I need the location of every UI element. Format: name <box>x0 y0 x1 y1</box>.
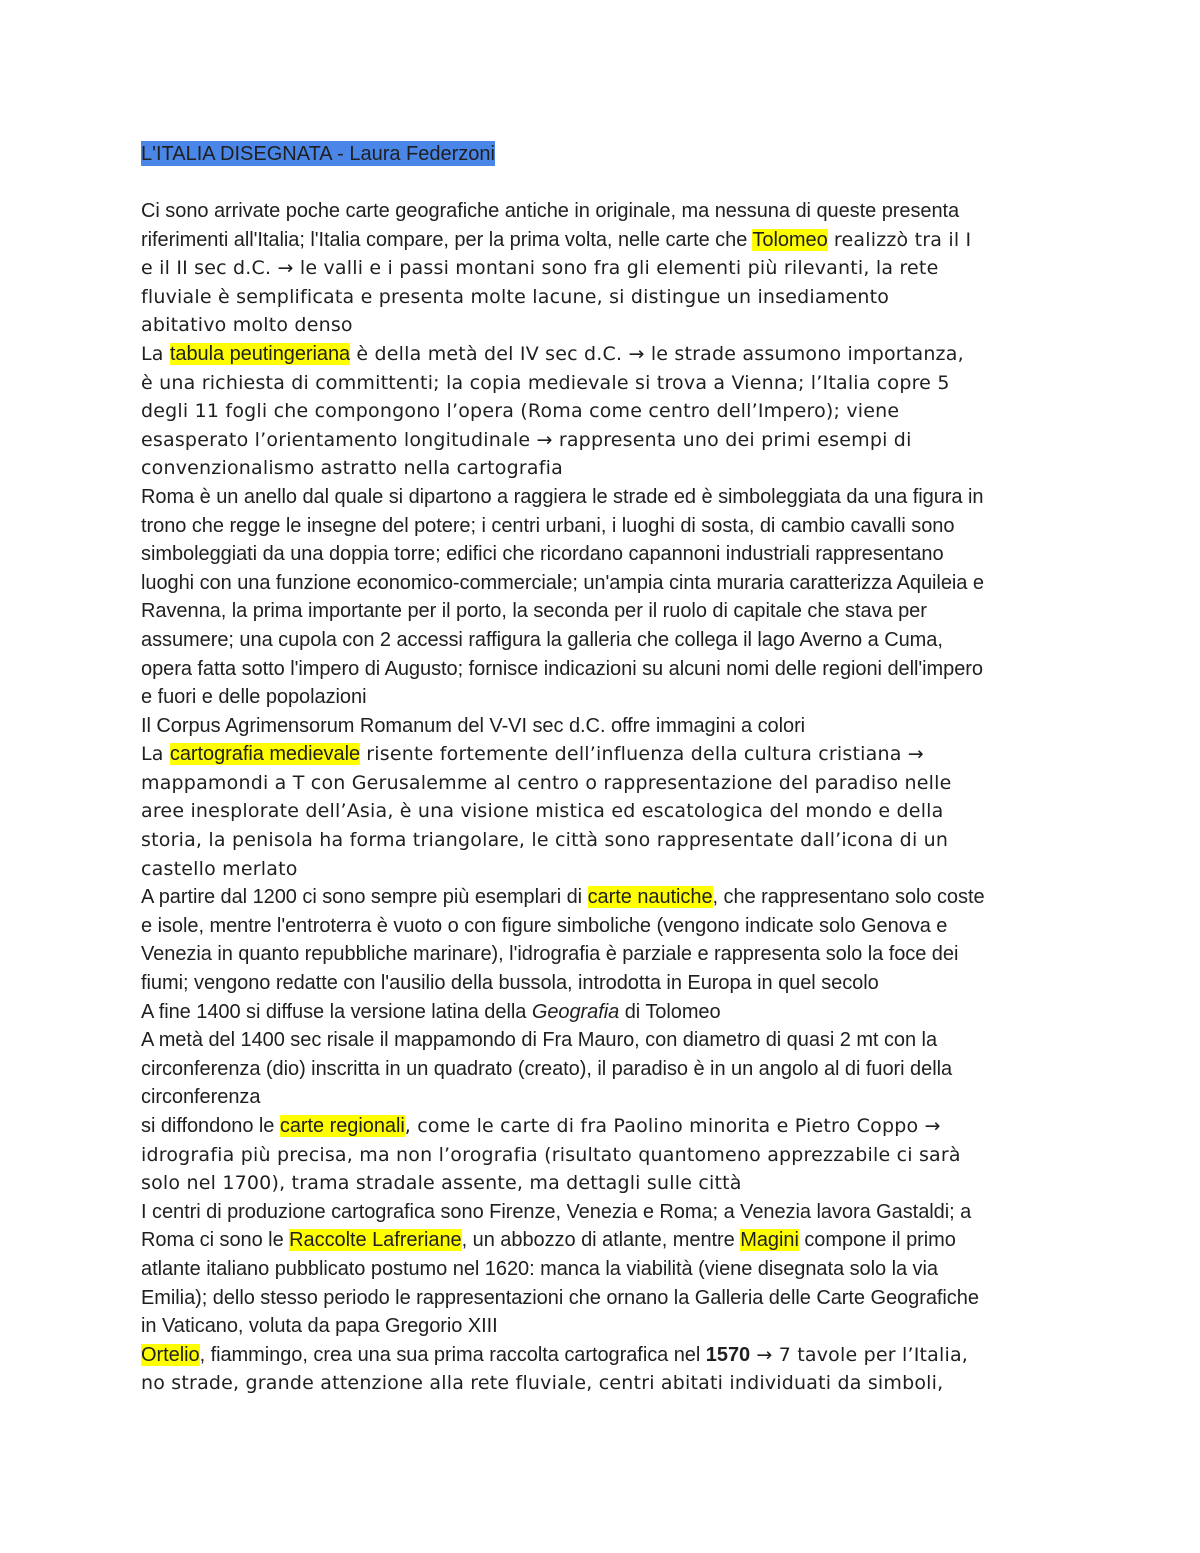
text-line: esasperato l’orientamento longitudinale → rappresenta uno dei primi esempi di <box>141 428 912 451</box>
paragraph-nautiche <box>141 883 1071 997</box>
text-line: convenzionalismo astratto nella cartografia <box>141 457 563 480</box>
text-line: luoghi con una funzione economico-commerciale; un'ampia cinta muraria caratterizza Aquileia e <box>141 571 984 594</box>
text-line: no strade, grande attenzione alla rete fluviale, centri abitati individuati da simboli, <box>141 1372 944 1395</box>
text-line: Venezia in quanto repubbliche marinare), l'idrografia è parziale e rappresenta solo la foce dei <box>141 943 959 966</box>
paragraph-ortelio <box>141 1341 1071 1398</box>
text-line <box>141 998 1071 1027</box>
text-line: opera fatta sotto l'impero di Augusto; fornisce indicazioni su alcuni nomi delle regioni dell'impero <box>141 657 983 680</box>
text-line <box>141 1341 1071 1370</box>
text-run: si diffondono le <box>141 1115 280 1137</box>
text-run: , come le carte di fra Paolino minorita e Pietro Coppo → <box>404 1115 941 1137</box>
text-run: , che rappresentano solo coste <box>712 886 985 909</box>
title-line <box>141 140 1071 169</box>
text-line: fluviale è semplificata e presenta molte lacune, si distingue un insediamento <box>141 285 890 308</box>
text-line: simboleggiati da una doppia torre; edifici che ricordano capannoni industriali rappresentano <box>141 543 944 566</box>
text-line: Ravenna, la prima importante per il porto, la seconda per il ruolo di capitale che stava per <box>141 600 927 623</box>
text-run: A fine 1400 si diffuse la versione latina della <box>141 1000 532 1023</box>
text-line: solo nel 1700), trama stradale assente, ma dettagli sulle città <box>141 1172 742 1195</box>
text-line: in Vaticano, voluta da papa Gregorio XIII <box>141 1315 498 1338</box>
text-run: di Tolomeo <box>619 1000 721 1023</box>
text-line: atlante italiano pubblicato postumo nel 1620: manca la viabilità (viene disegnata solo la via <box>141 1257 938 1280</box>
text-line <box>141 340 1071 369</box>
paragraph-medievale <box>141 740 1071 883</box>
text-run: , un abbozzo di atlante, mentre <box>461 1229 741 1252</box>
text-line: circonferenza (dio) inscritta in un quadrato (creato), il paradiso è in un angolo al di fuori della <box>141 1057 953 1080</box>
text-line: e il II sec d.C. → le valli e i passi montani sono fra gli elementi più rilevanti, la rete <box>141 257 939 280</box>
text-run: A partire dal 1200 ci sono sempre più esemplari di <box>141 886 588 909</box>
paragraph-corpus <box>141 712 1071 741</box>
text-line <box>141 1226 1071 1255</box>
text-line: idrografia più precisa, ma non l’orografia (risultato quantomeno apprezzabile ci sarà <box>141 1143 961 1166</box>
text-line: degli 11 fogli che compongono l’opera (Roma come centro dell’Impero); viene <box>141 400 900 423</box>
text-run: compone il primo <box>798 1229 956 1252</box>
italic-geografia: Geografia <box>531 1000 620 1023</box>
paragraph-geografia <box>141 998 1071 1027</box>
text-line <box>141 1112 1071 1141</box>
text-line: A metà del 1400 sec risale il mappamondo di Fra Mauro, con diametro di quasi 2 mt con la <box>141 1029 938 1052</box>
text-run: risente fortemente dell’influenza della cultura cristiana → <box>360 743 924 766</box>
text-line: Ci sono arrivate poche carte geografiche antiche in originale, ma nessuna di queste presenta <box>141 200 960 222</box>
text-line: Il Corpus Agrimensorum Romanum del V-VI sec d.C. offre immagini a colori <box>141 714 806 737</box>
text-line: fiumi; vengono redatte con l'ausilio della bussola, introdotta in Europa in quel secolo <box>141 972 879 995</box>
text-line: abitativo molto denso <box>141 314 353 337</box>
text-line: aree inesplorate dell’Asia, è una visione mistica ed escatologica del mondo e della <box>141 800 944 823</box>
highlight-raccolte-lafreriane: Raccolte Lafreriane <box>289 1229 462 1252</box>
text-line: trono che regge le insegne del potere; i centri urbani, i luoghi di sosta, di cambio cavalli sono <box>141 514 955 537</box>
text-line: mappamondi a T con Gerusalemme al centro o rappresentazione del paradiso nelle <box>141 771 952 794</box>
text-line <box>141 226 1071 255</box>
text-run: La <box>141 743 170 766</box>
text-run: è della metà del IV sec d.C. → le strade assumono importanza, <box>350 342 964 365</box>
paragraph-tolomeo <box>141 197 1071 340</box>
text-run: , fiammingo, crea una sua prima raccolta cartografica nel <box>199 1343 706 1366</box>
text-line: Emilia); dello stesso periodo le rappresentazioni che ornano la Galleria delle Carte Geografiche <box>141 1286 979 1309</box>
text-line: e fuori e delle popolazioni <box>141 686 367 709</box>
highlight-tolomeo: Tolomeo <box>752 228 828 251</box>
text-run: Roma ci sono le <box>141 1229 290 1252</box>
document-body <box>141 140 1071 1398</box>
paragraph-roma <box>141 483 1071 712</box>
bold-year: 1570 <box>705 1343 751 1366</box>
paragraph-centri <box>141 1198 1071 1341</box>
text-run: → 7 tavole per l’Italia, <box>750 1343 969 1366</box>
paragraph-fra-mauro <box>141 1026 1071 1112</box>
text-line: circonferenza <box>141 1086 261 1109</box>
text-line: è una richiesta di committenti; la copia medievale si trova a Vienna; l’Italia copre 5 <box>141 371 950 394</box>
highlight-carte-nautiche: carte nautiche <box>587 886 713 909</box>
text-line: storia, la penisola ha forma triangolare, le città sono rappresentate dall’icona di un <box>141 829 949 852</box>
text-line: I centri di produzione cartografica sono Firenze, Venezia e Roma; a Venezia lavora Gastaldi; a <box>141 1200 972 1223</box>
text-run: riferimenti all'Italia; l'Italia compare, per la prima volta, nelle carte che <box>141 228 753 251</box>
text-line: castello merlato <box>141 857 298 880</box>
highlight-magini: Magini <box>740 1229 799 1252</box>
text-run: La <box>141 342 170 365</box>
text-line <box>141 883 1071 912</box>
text-line: Roma è un anello dal quale si dipartono a raggiera le strade ed è simboleggiata da una figura in <box>141 485 984 508</box>
paragraph-tabula <box>141 340 1071 483</box>
text-run: realizzò tra il I <box>827 228 972 251</box>
paragraph-regionali <box>141 1112 1071 1198</box>
text-line: e isole, mentre l'entroterra è vuoto o con figure simboliche (vengono indicate solo Genova e <box>141 914 948 937</box>
highlight-tabula-peutingeriana: tabula peutingeriana <box>169 342 351 365</box>
text-line: assumere; una cupola con 2 accessi raffigura la galleria che collega il lago Averno a Cuma, <box>141 628 943 651</box>
highlight-ortelio: Ortelio <box>141 1343 200 1366</box>
text-line <box>141 740 1071 769</box>
highlight-cartografia-medievale: cartografia medievale <box>169 743 361 766</box>
highlight-carte-regionali: carte regionali <box>279 1115 405 1137</box>
document-title: L'ITALIA DISEGNATA - Laura Federzoni <box>141 143 495 165</box>
